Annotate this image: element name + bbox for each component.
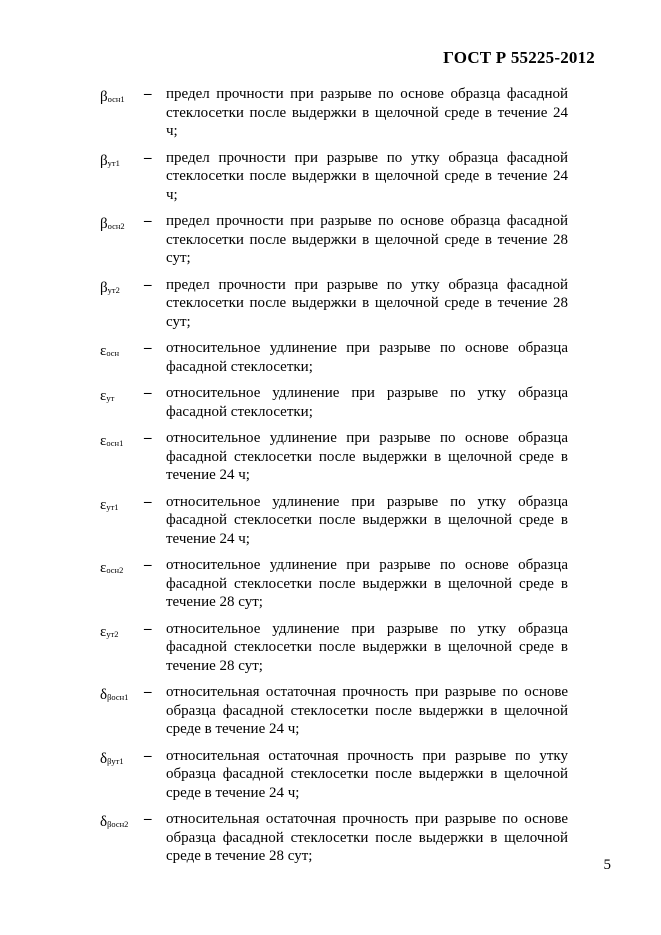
definition-text: предел прочности при разрыве по утку образца фасадной стеклосетки после выдержки в щелочной среде в течение 24 ч; bbox=[166, 149, 568, 203]
dash: – bbox=[144, 811, 152, 827]
symbol: $\delta_{\beta осн1}$ bbox=[100, 687, 129, 703]
dash: – bbox=[144, 684, 152, 700]
dash: – bbox=[144, 747, 152, 764]
definition-row bbox=[100, 276, 568, 332]
dash: – bbox=[144, 340, 152, 356]
document-header: ГОСТ Р 55225-2012 bbox=[443, 48, 595, 67]
symbol: $\delta_{\beta осн2}$ bbox=[100, 814, 129, 830]
definition-row bbox=[100, 556, 568, 612]
symbol: $\delta_{\beta ут1}$ bbox=[100, 750, 124, 767]
symbol: $\varepsilon_{осн2}$ bbox=[100, 560, 124, 576]
definition-text: предел прочности при разрыве по основе образца фасадной стеклосетки после выдержки в щелочной среде в течение 24 ч; bbox=[166, 86, 568, 139]
symbol: $\varepsilon_{ут}$ bbox=[100, 388, 115, 404]
symbol: $\varepsilon_{ут1}$ bbox=[100, 496, 119, 513]
definition-text: предел прочности при разрыве по утку образца фасадной стеклосетки после выдержки в щелочной среде в течение 28 сут; bbox=[166, 276, 568, 330]
definition-text: относительная остаточная прочность при разрыве по утку образца фасадной стеклосетки после выдержки в щелочной среде в течение 24 ч; bbox=[166, 747, 568, 801]
definition-row bbox=[100, 810, 568, 866]
definition-row bbox=[100, 747, 568, 803]
dash: – bbox=[144, 430, 152, 446]
dash: – bbox=[144, 276, 152, 293]
definition-text: предел прочности при разрыве по основе образца фасадной стеклосетки после выдержки в щелочной среде в течение 28 сут; bbox=[166, 213, 568, 266]
definition-row bbox=[100, 493, 568, 549]
dash: – bbox=[144, 385, 152, 401]
definition-text: относительная остаточная прочность при разрыве по основе образца фасадной стеклосетки после выдержки в щелочной среде в течение 28 сут; bbox=[166, 811, 568, 864]
definition-row bbox=[100, 212, 568, 268]
definition-row bbox=[100, 384, 568, 421]
dash: – bbox=[144, 620, 152, 637]
definition-text: относительное удлинение при разрыве по основе образца фасадной стеклосетки после выдержки в щелочной среде в течение 24 ч; bbox=[166, 430, 568, 483]
symbol: $\varepsilon_{ут2}$ bbox=[100, 623, 119, 640]
definition-text: относительная остаточная прочность при разрыве по основе образца фасадной стеклосетки после выдержки в щелочной среде в течение 24 ч; bbox=[166, 684, 568, 737]
definition-text: относительное удлинение при разрыве по утку образца фасадной стеклосетки; bbox=[166, 385, 568, 420]
definition-row bbox=[100, 683, 568, 739]
definition-row bbox=[100, 620, 568, 676]
symbol: $\beta_{осн2}$ bbox=[100, 216, 125, 232]
symbol: $\beta_{ут2}$ bbox=[100, 279, 120, 296]
dash: – bbox=[144, 493, 152, 510]
definition-text: относительное удлинение при разрыве по основе образца фасадной стеклосетки после выдержки в щелочной среде в течение 28 сут; bbox=[166, 557, 568, 610]
definition-text: относительное удлинение при разрыве по утку образца фасадной стеклосетки после выдержки в щелочной среде в течение 28 сут; bbox=[166, 620, 568, 674]
dash: – bbox=[144, 213, 152, 229]
dash: – bbox=[144, 86, 152, 102]
definition-row bbox=[100, 149, 568, 205]
dash: – bbox=[144, 557, 152, 573]
definitions-list bbox=[100, 85, 568, 874]
definition-row bbox=[100, 339, 568, 376]
symbol: $\beta_{ут1}$ bbox=[100, 152, 120, 169]
page-number: 5 bbox=[603, 857, 611, 873]
dash: – bbox=[144, 149, 152, 166]
symbol: $\beta_{осн1}$ bbox=[100, 89, 125, 105]
symbol: $\varepsilon_{осн}$ bbox=[100, 343, 120, 359]
definition-text: относительное удлинение при разрыве по основе образца фасадной стеклосетки; bbox=[166, 340, 568, 375]
definition-row bbox=[100, 429, 568, 485]
definition-text: относительное удлинение при разрыве по утку образца фасадной стеклосетки после выдержки в щелочной среде в течение 24 ч; bbox=[166, 493, 568, 547]
definition-row bbox=[100, 85, 568, 141]
symbol: $\varepsilon_{осн1}$ bbox=[100, 433, 124, 449]
